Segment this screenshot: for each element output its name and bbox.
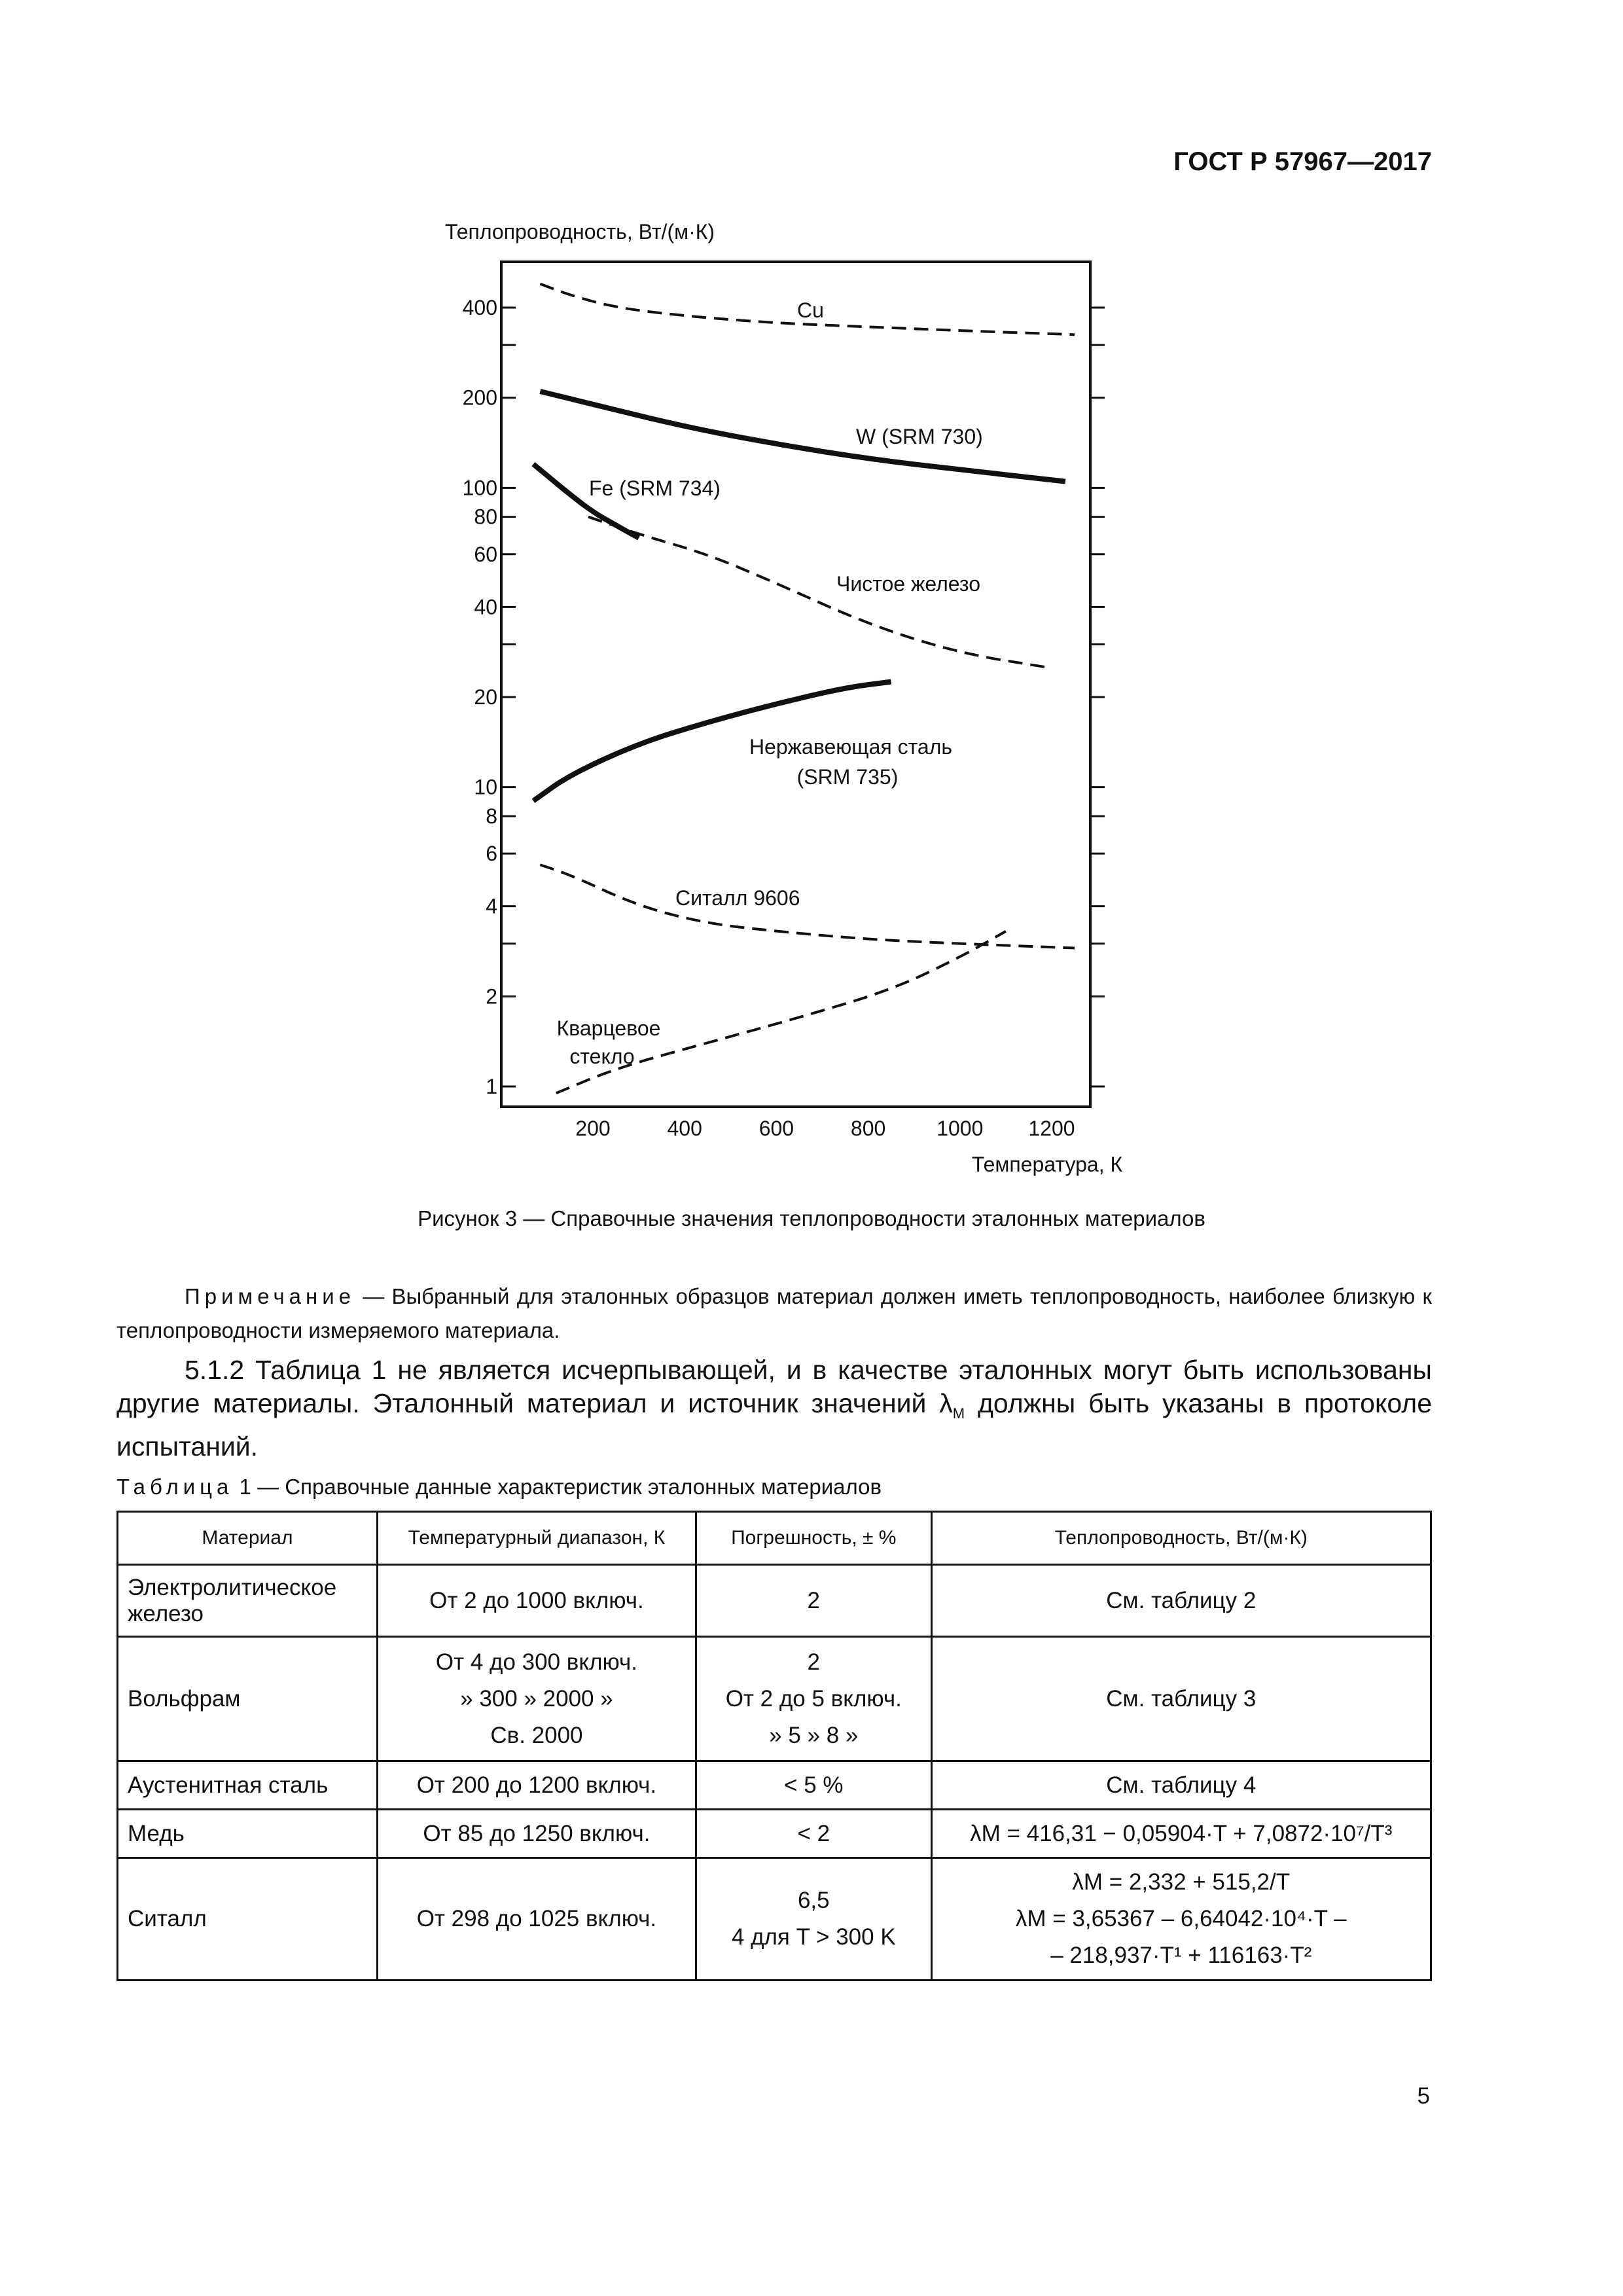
cell-material: Аустенитная сталь [118,1761,378,1810]
cell-material: Электролитическое железо [118,1565,378,1637]
paragraph-sub: M [952,1405,965,1422]
label-cu: Cu [797,298,824,322]
y-axis-title: Теплопроводность, Вт/(м·К) [445,220,715,243]
table-title [116,1475,882,1499]
cell-conductivity [931,1858,1431,1981]
series-line [533,464,639,538]
table-row [118,1810,1431,1858]
x-tick-label: 800 [850,1117,886,1140]
x-tick-label: 400 [667,1117,702,1140]
range-line: Св. 2000 [490,1722,583,1748]
x-tick-label: 200 [575,1117,611,1140]
cell-error [696,1637,932,1761]
y-tick-label: 2 [486,984,497,1009]
header-error: Погрешность, ± % [696,1512,932,1565]
paragraph-5-1-2 [116,1354,1432,1463]
series-line [556,931,1006,1093]
x-tick-label: 1000 [936,1117,984,1140]
range-line: От 4 до 300 включ. [435,1649,637,1675]
note [116,1280,1432,1348]
thermal-conductivity-chart [393,209,1178,1191]
cell-conductivity: λM = 416,31 − 0,05904·T + 7,0872·10⁷/T³ [931,1810,1431,1858]
note-text: — Выбранный для эталонных образцов материал должен иметь теплопроводность, наиболее близкую к теплопроводности измеряемого материала. [116,1284,1432,1342]
error-line: 6,5 [797,1888,830,1913]
y-tick-label: 6 [486,842,497,866]
x-ticks [575,1117,1075,1140]
cell-error: 2 [696,1565,932,1637]
y-tick-label: 400 [462,296,497,319]
error-line: 4 для T > 300 K [731,1924,896,1950]
cell-material: Ситалл [118,1858,378,1981]
x-tick-label: 1200 [1028,1117,1075,1140]
formula-line: λM = 3,65367 – 6,64042·10⁴·T – [1015,1906,1347,1931]
table-row [118,1637,1431,1761]
table-row [118,1565,1431,1637]
y-tick-label: 60 [474,542,497,566]
x-tick-label: 600 [758,1117,794,1140]
note-label: Примечание [185,1284,356,1308]
label-w: W (SRM 730) [856,425,983,448]
range-line: » 300 » 2000 » [460,1685,613,1712]
paragraph-text-2: должны быть указаны в протоколе испытаний. [116,1388,1432,1462]
label-quartz-glass: стекло [569,1045,635,1068]
cell-error [696,1858,932,1981]
cell-conductivity: См. таблицу 4 [931,1761,1431,1810]
table-title-label: Таблица [116,1475,234,1499]
series-line [540,391,1065,482]
error-line: » 5 » 8 » [769,1722,859,1748]
y-tick-label: 80 [474,505,497,529]
label-fe: Fe (SRM 734) [589,476,721,500]
curves [533,284,1075,1093]
curve-labels [557,298,983,1068]
cell-range: От 2 до 1000 включ. [377,1565,696,1637]
error-line: От 2 до 5 включ. [725,1685,902,1712]
paragraph-text-1: 5.1.2 Таблица 1 не является исчерпывающей, и в качестве эталонных могут быть использованы другие материалы. Эталонный материал и источник значений λ [116,1355,1432,1418]
y-tick-label: 40 [474,595,497,619]
reference-materials-table [116,1511,1432,1981]
y-tick-label: 10 [474,775,497,799]
series-line [540,865,1075,948]
y-tick-label: 20 [474,685,497,709]
table-row [118,1858,1431,1981]
cell-range: От 200 до 1200 включ. [377,1761,696,1810]
y-tick-label: 1 [486,1075,497,1098]
label-pure-iron: Чистое железо [836,572,980,596]
table-row [118,1761,1431,1810]
figure-caption: Рисунок 3 — Справочные значения теплопроводности эталонных материалов [418,1206,1205,1230]
cell-range: От 85 до 1250 включ. [377,1810,696,1858]
cell-conductivity: См. таблицу 2 [931,1565,1431,1637]
header-material: Материал [118,1512,378,1565]
series-line [588,517,1052,668]
cell-material: Медь [118,1810,378,1858]
cell-conductivity: См. таблицу 3 [931,1637,1431,1761]
formula-line: λM = 2,332 + 515,2/T [1072,1869,1291,1895]
cell-error: < 5 % [696,1761,932,1810]
cell-error: < 2 [696,1810,932,1858]
x-axis-title: Температура, К [971,1153,1123,1176]
y-tick-label: 4 [486,894,497,918]
plot-frame [501,262,1090,1107]
y-ticks [463,296,1105,1098]
label-stainless: Нержавеющая сталь [749,735,953,759]
cell-material: Вольфрам [118,1637,378,1761]
table-title-text: 1 — Справочные данные характеристик эталонных материалов [233,1475,882,1499]
y-tick-label: 200 [462,386,497,410]
cell-range: От 298 до 1025 включ. [377,1858,696,1981]
formula-line: – 218,937·T¹ + 116163·T² [1050,1943,1312,1968]
header-range: Температурный диапазон, К [377,1512,696,1565]
label-quartz: Кварцевое [556,1016,661,1040]
error-line: 2 [807,1649,821,1675]
table-header-row [118,1512,1431,1565]
document-header: ГОСТ Р 57967—2017 [1173,147,1432,176]
y-tick-label: 100 [462,476,497,500]
label-sitall: Ситалл 9606 [675,886,800,910]
cell-range [377,1637,696,1761]
y-tick-label: 8 [486,804,497,828]
page-number: 5 [1417,2083,1430,2109]
header-conductivity: Теплопроводность, Вт/(м·К) [931,1512,1431,1565]
label-stainless-srm: (SRM 735) [796,765,899,789]
